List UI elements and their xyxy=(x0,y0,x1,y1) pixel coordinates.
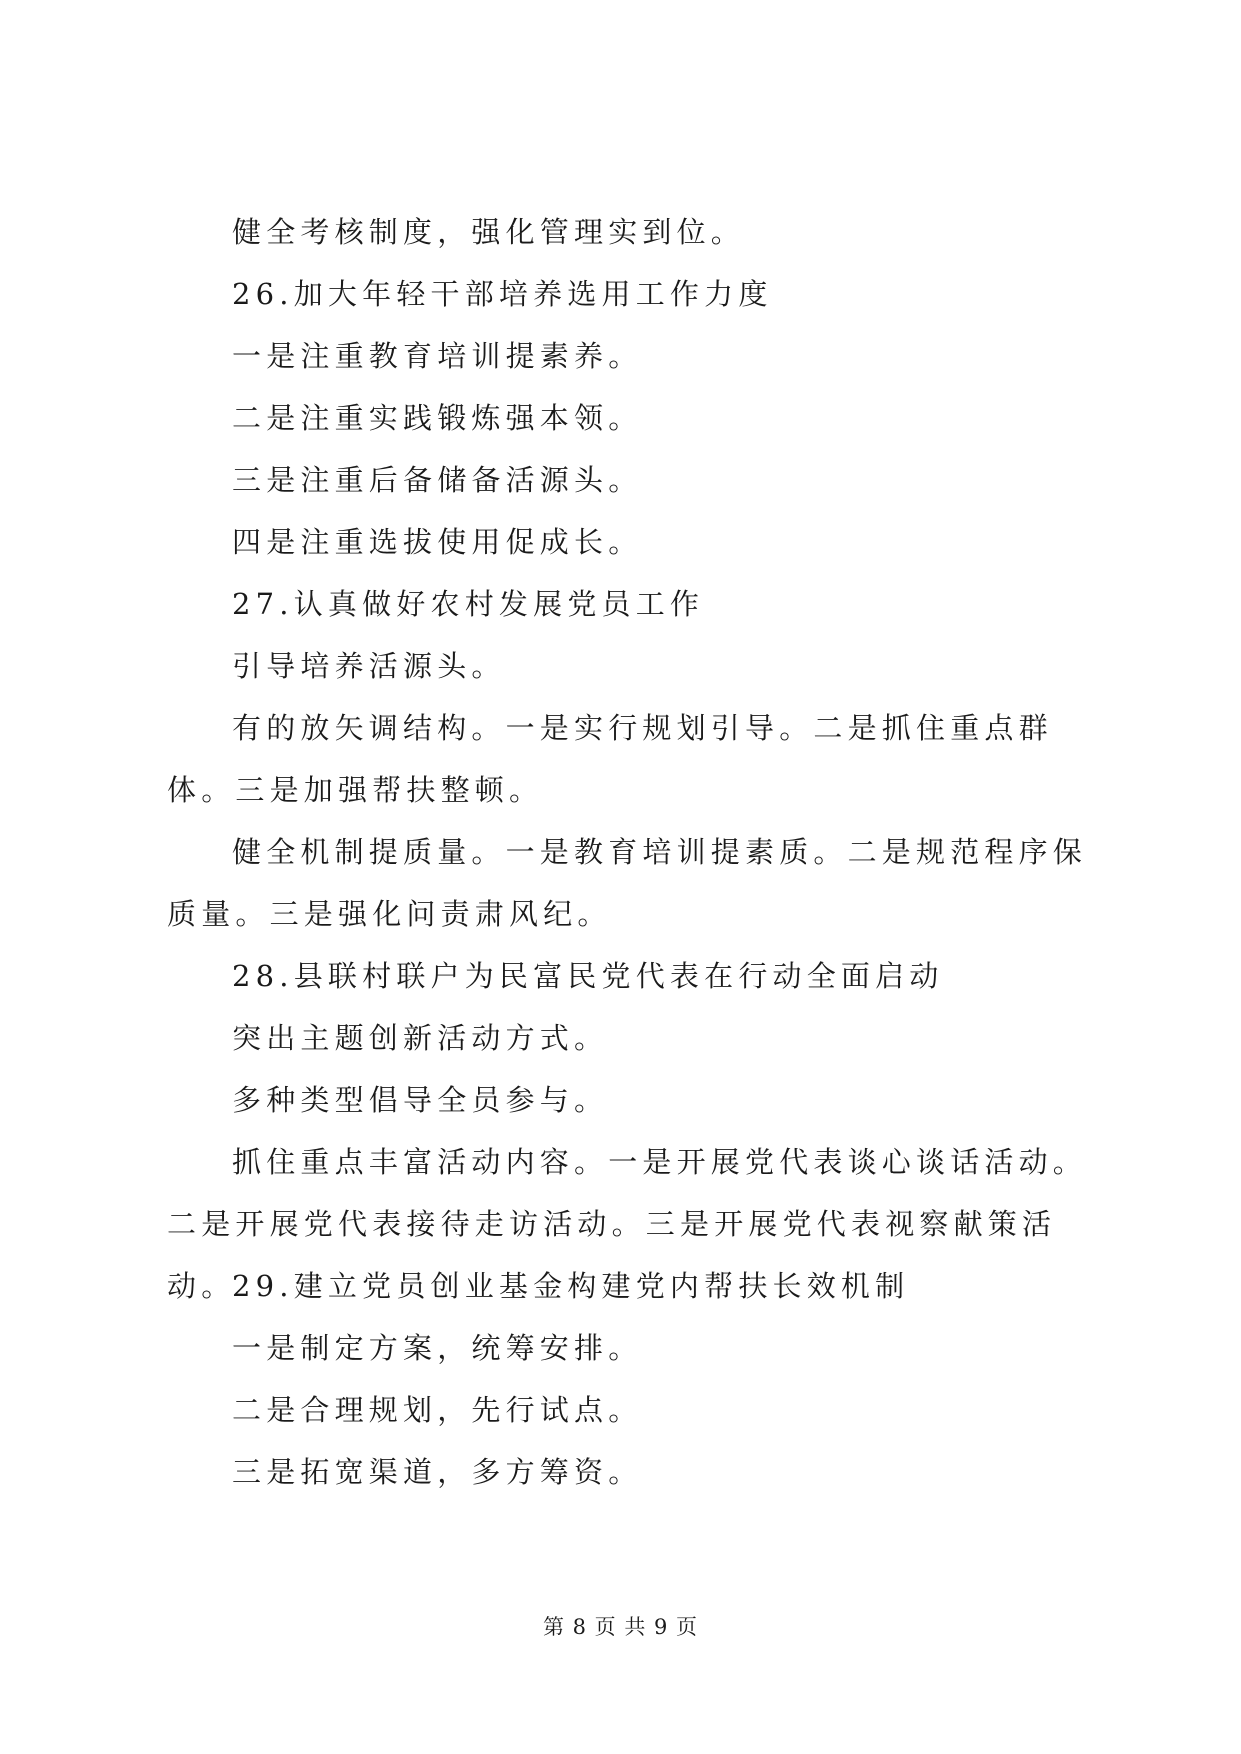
paragraph: 二是注重实践锻炼强本领。 xyxy=(232,401,643,435)
paragraph: 突出主题创新活动方式。 xyxy=(232,1021,609,1055)
section-heading: 28.县联村联户为民富民党代表在行动全面启动 xyxy=(232,959,944,993)
paragraph: 多种类型倡导全员参与。 xyxy=(232,1083,609,1117)
paragraph: 有的放矢调结构。一是实行规划引导。二是抓住重点群体。三是加强帮扶整顿。 xyxy=(167,711,1053,807)
paragraph: 抓住重点丰富活动内容。一是开展党代表谈心谈话活动。二是开展党代表接待走访活动。三是开展党代表视察献策活动。 xyxy=(167,1145,1088,1303)
page-number: 第 8 页 共 9 页 xyxy=(542,1615,699,1639)
paragraph: 一是制定方案，统筹安排。 xyxy=(232,1331,643,1365)
paragraph: 健全考核制度，强化管理实到位。 xyxy=(232,215,746,249)
section-heading: 27.认真做好农村发展党员工作 xyxy=(232,587,705,621)
paragraph: 一是注重教育培训提素养。 xyxy=(232,339,643,373)
paragraph: 四是注重选拔使用促成长。 xyxy=(232,525,643,559)
paragraph: 三是注重后备储备活源头。 xyxy=(232,463,643,497)
page-footer xyxy=(0,1612,1241,1642)
paragraph: 引导培养活源头。 xyxy=(232,649,506,683)
paragraph: 三是拓宽渠道，多方筹资。 xyxy=(232,1455,643,1489)
paragraph: 二是合理规划，先行试点。 xyxy=(232,1393,643,1427)
paragraph: 健全机制提质量。一是教育培训提素质。二是规范程序保质量。三是强化问责肃风纪。 xyxy=(167,835,1088,931)
section-heading: 26.加大年轻干部培养选用工作力度 xyxy=(232,277,773,311)
section-heading: 29.建立党员创业基金构建党内帮扶长效机制 xyxy=(232,1269,910,1303)
